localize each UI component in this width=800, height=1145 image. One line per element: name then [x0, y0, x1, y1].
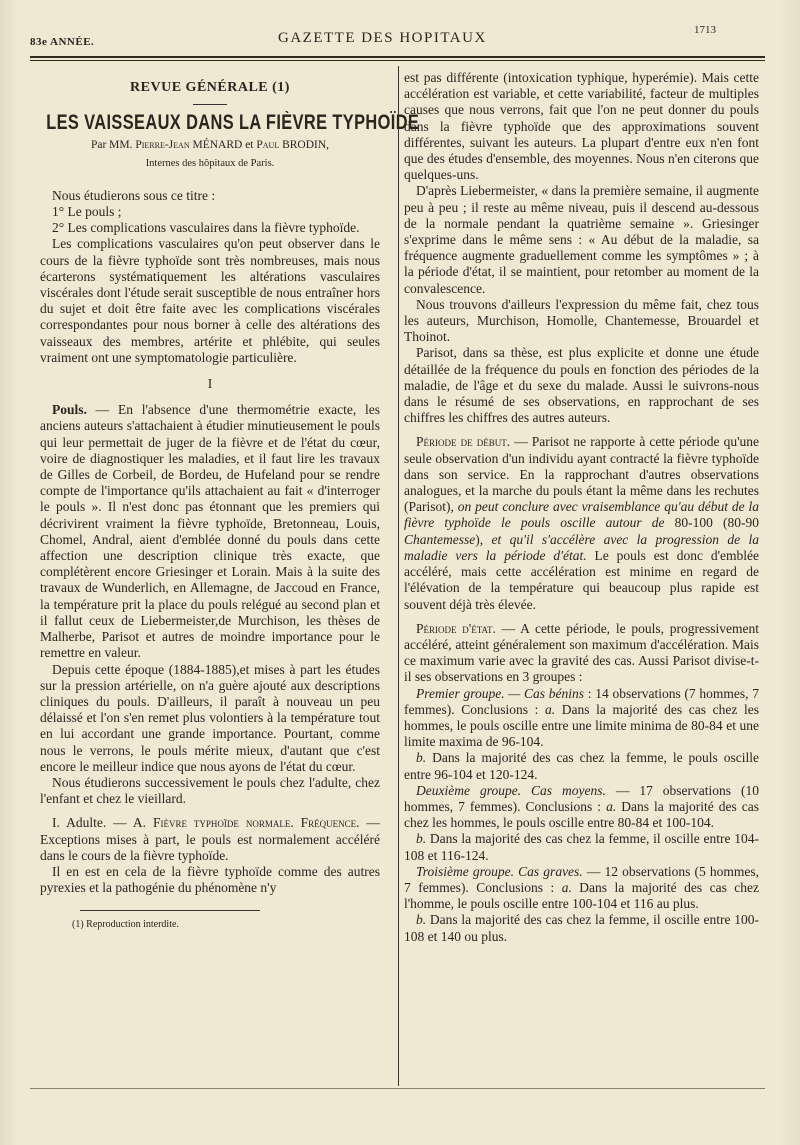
debut-italic-3: et qu'il s'accélère avec la progression de la maladie vers la période d'état. [404, 531, 760, 563]
periode-etat-paragraph [404, 621, 759, 686]
intro-line-3: 2° Les complications vasculaires dans la fièvre typhoïde. [52, 220, 360, 236]
footnote-rule [80, 910, 260, 911]
pouls-label: Pouls. [52, 402, 87, 418]
authors-prefix: Par MM. [90, 139, 133, 152]
author-affiliation: Internes des hôpitaux de Paris. [145, 157, 275, 169]
group-2-b-text: Dans la majorité des cas chez la femme, il oscille entre 104-108 et 116-124. [404, 831, 759, 863]
group-2-heading: Deuxième groupe. Cas moyens. [416, 782, 606, 798]
group-3-a: a. [561, 879, 572, 895]
section-number: I [207, 376, 213, 392]
adulte-subheading: — A. Fièvre typhoïde normale. Fréquence. [113, 815, 360, 831]
header-rule [30, 56, 765, 58]
article-authors [40, 137, 380, 153]
author-2: Paul BRODIN, [256, 139, 330, 152]
paragraph-liebermeister: D'après Liebermeister, « dans la première semaine, il augmente peu à peu ; il reste au même niveau, puis il descend au-dessous de la normale pendant la quatrième semaine ». Griesinger s'exprime dans le même sens : « Au début de la maladie, sa fréquence augmente graduellement comme les symptômes » ; à la période d'état, il se maintient, pour retomber au moment de la convalescence. [404, 183, 759, 296]
group-3-heading: Troisième groupe. Cas graves. [416, 863, 583, 879]
group-1-text: : 14 observations (7 hommes, 7 femmes). Conclusions : [404, 685, 760, 717]
debut-italic-1: on peut conclure avec vraisemblance qu'au début de la fièvre typhoïde le pouls oscille autour de [404, 499, 760, 531]
paragraph-etudierons: Nous étudierons successivement le pouls chez l'adulte, chez l'enfant et chez le vieillard. [40, 774, 380, 807]
authors-and: et [245, 139, 254, 152]
group-3-paragraph [404, 864, 759, 913]
group-1-paragraph [404, 686, 759, 751]
right-column [404, 70, 759, 945]
debut-italic-2: Chantemesse [404, 531, 476, 547]
group-2-b: b. [416, 831, 427, 847]
page-number: 1713 [694, 24, 716, 36]
periode-debut-paragraph [404, 434, 759, 612]
author-1: Pierre-Jean MÉNARD [135, 139, 243, 152]
group-2-text: — 17 observations (10 hommes, 7 femmes). Conclusions : [404, 782, 760, 814]
left-column [40, 70, 420, 934]
page-header [30, 22, 730, 52]
group-3-b-text: Dans la majorité des cas chez la femme, il oscille entre 100-108 et 140 ou plus. [404, 912, 759, 944]
debut-text-b: 80-100 (80-90 [674, 515, 759, 531]
journal-title: GAZETTE DES HOPITAUX [278, 30, 487, 46]
group-2-a: a. [606, 798, 617, 814]
footnote: (1) Reproduction interdite. [72, 919, 179, 931]
group-3-b: b. [416, 912, 427, 928]
paragraph-1884: Depuis cette époque (1884-1885),et mises à part les études sur la pression artérielle, on n'a guère ajouté aux descriptions cliniques du pouls. D'ailleurs, il paraît à nouveau un peu délaissé et l'on s'en remet plus volontiers à la température tout en lui accordant une grande importance. Pourtant, comme nous le verrons, le pouls mérite mieux, d'autant que c'est encore le meilleur indice que nous ayons de l'état du cœur. [40, 661, 380, 774]
column-divider [398, 66, 399, 1086]
group-1-a-text: Dans la majorité des cas chez les hommes, le pouls oscille entre une limite minima de 80-84 et une limite maxima de 96-104. [404, 701, 759, 750]
paragraph-il-en-est: Il en est en cela de la fièvre typhoïde comme des autres pyrexies et la pathogénie du phénomène n'y [40, 863, 380, 896]
group-1-a: a. [545, 701, 556, 717]
adulte-text: — Exceptions mises à part, le pouls est normalement accéléré dans le cours de la fièvre typhoïde. [40, 815, 380, 863]
intro-paragraph: Les complications vasculaires qu'on peut observer dans le cours de la fièvre typhoïde sont très nombreuses, mais nous écarterons systématiquement les altérations vasculaires viscérales dont l'étude serait susceptible de nous entraîner hors du sujet et doit être faite avec les complications viscérales correspondantes pour nous borner à celle des altérations des vaisseaux des membres, artérite et phlébite, qui seules vraiment ont une symptomatologie particulière. [40, 236, 380, 365]
pouls-text: — En l'absence d'une thermométrie exacte, les anciens auteurs s'attachaient à étudier minutieusement le pouls qui leur permettait de juger de la fièvre et de l'état du cœur, voire de diagnostiquer les maladies, et il faut lire les travaux de Gilles de Corbeil, de Bordeu, de Hufeland pour se rendre compte de l'importance qu'ils attachaient au fait « d'interroger le pouls ». Il n'est donc pas étonnant que les premiers qui décrivirent vraiment la fièvre typhoïde, Bretonneau, Louis, Chomel, Andral, aient d'emblée donné du pouls dans cette affection une description clinique très exacte, que complétèrent encore Griesinger et Lorain. Mais à la suite des travaux de Wunderlich, en Allemagne, de Jaccoud en France, la température prit la place du pouls relégué au second plan et il fallut ceux de Liebermeister,de Murchison, les thèses de Malherbe, Parisot et autres de moindre importance pour le remettre en valeur. [40, 402, 380, 661]
continued-paragraph: est pas différente (intoxication typhique, hyperémie). Mais cette accélération est variable, et cette variabilité, facteur de multiples causes que nous verrons, fait que l'on ne peut donner du pouls dans la fièvre typhoïde que des approximations souvent différentes, suivant les auteurs. La plupart d'entre eux n'en font que des études d'ensemble, des moyennes. Nous n'en citerons que quelques-uns. [404, 70, 759, 183]
intro-line-1: Nous étudierons sous ce titre : [52, 187, 216, 203]
group-2-b-paragraph [404, 831, 759, 863]
group-1-b-text: Dans la majorité des cas chez la femme, le pouls oscille entre 96-104 et 120-124. [404, 750, 760, 782]
debut-label: Période de début. [416, 434, 511, 450]
group-2-paragraph [404, 783, 759, 832]
group-1-heading: Premier groupe. — Cas bénins [416, 685, 585, 701]
debut-text-d: Le pouls est donc d'emblée accéléré, mais cette accélération est minime en regard de l'élévation de la température qui beaucoup plus rapide est souvent déjà très élevée. [404, 547, 760, 612]
bottom-rule [30, 1088, 765, 1089]
group-3-b-paragraph [404, 912, 759, 944]
etat-label: Période d'état. [416, 620, 496, 636]
group-3-a-text: Dans la majorité des cas chez l'homme, le pouls oscille entre 100-104 et 116 au plus. [404, 879, 760, 912]
header-rule-thin [30, 60, 765, 61]
rubric-heading: REVUE GÉNÉRALE (1) [130, 80, 290, 95]
pouls-paragraph [40, 402, 380, 661]
group-1-b: b. [416, 750, 427, 766]
debut-text-c: ), [475, 531, 484, 547]
paragraph-trouvons: Nous trouvons d'ailleurs l'expression du même fait, chez tous les auteurs, Murchison, Homolle, Chantemesse, Brouardel et Thoinot. [404, 296, 759, 345]
debut-text-a: — Parisot ne rapporte à cette période qu'une seule observation d'un individu ayant contracté la fièvre typhoïde dans son service. En la rapprochant d'autres observations analogues, et la marche du pouls étant la même dans les rechutes (Parisot), [404, 434, 760, 515]
group-2-a-text: Dans la majorité des cas chez les hommes, le pouls oscille entre 80-84 et 100-104. [404, 798, 760, 831]
group-3-text: — 12 observations (5 hommes, 7 femmes). Conclusions : [404, 863, 760, 895]
adulte-label: I. Adulte. [52, 815, 107, 831]
article-title: LES VAISSEAUX DANS LA FIÈVRE TYPHOÏDE [46, 111, 420, 135]
group-1-b-paragraph [404, 750, 759, 782]
issue-year: 83e ANNÉE. [30, 36, 95, 48]
title-divider [193, 104, 227, 105]
adulte-paragraph [40, 815, 380, 864]
etat-text: — A cette période, le pouls, progressivement accéléré, atteint généralement son maximum d'accélération. Mais ce maximum varie avec la gravité des cas. Aussi Parisot divise-t-il ses observations en 3 groupes : [404, 620, 759, 685]
paragraph-parisot: Parisot, dans sa thèse, est plus explicite et donne une étude détaillée de la fréquence du pouls en fonction des périodes de la maladie, de l'âge et du sexe du malade. Aussi le suivrons-nous dans le résumé de ses observations, en rapprochant de ses chiffres les chiffres des autres auteurs. [404, 345, 759, 426]
intro-line-2: 1° Le pouls ; [52, 204, 122, 220]
